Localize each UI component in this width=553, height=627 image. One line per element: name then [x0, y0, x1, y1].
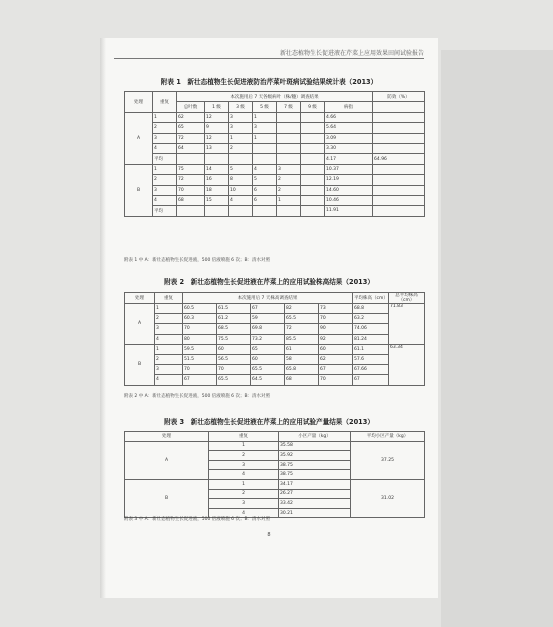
table2-cell: 82 [285, 304, 319, 314]
table2-cell: 68.8 [353, 304, 389, 314]
table3-cell: 2 [209, 451, 279, 461]
table3-avg-cell: 31.02 [351, 479, 425, 517]
table1-cell: 3 [277, 164, 301, 174]
table1-cell [229, 154, 253, 164]
table1-cell: 2 [277, 175, 301, 185]
table2-cell: 80 [183, 334, 217, 344]
table1-cell [301, 206, 325, 216]
table3-avg-cell: 37.25 [351, 441, 425, 479]
table1-cell: 4 [229, 195, 253, 205]
table1-cell: 3.09 [325, 133, 373, 143]
table1-cell: 64.96 [373, 154, 425, 164]
table1-cell [177, 206, 205, 216]
table2-cell: 61.5 [217, 304, 251, 314]
table2-cell: 69.8 [251, 324, 285, 334]
table1-cell [301, 195, 325, 205]
table2-cell: 85.5 [285, 334, 319, 344]
table1-cell [277, 154, 301, 164]
table1-cell: 5 [253, 175, 277, 185]
table2-cell: 61 [285, 344, 319, 354]
table2-cell: 3 [155, 324, 183, 334]
page-fold-shadow [100, 38, 106, 598]
table1-cell: 2 [153, 175, 177, 185]
table1 [124, 91, 425, 217]
running-header: 新壮态植物生长促进液在芹菜上应用效果田间试验报告 [279, 50, 424, 57]
table2-total-cell: 71.83 [389, 304, 425, 345]
table1-cell: 9 [205, 123, 229, 133]
table1-cell [301, 133, 325, 143]
table1-cell [301, 143, 325, 153]
table1-subheader: 9 级 [301, 102, 325, 112]
table2-cell: 73 [319, 304, 353, 314]
page-number: 8 [267, 532, 271, 538]
table1-cell: 12 [205, 133, 229, 143]
table-row [125, 195, 425, 205]
table1-cell: 5 [229, 164, 253, 174]
table-row [125, 154, 425, 164]
table1-cell: 2 [229, 143, 253, 153]
table1-cell: 15 [205, 195, 229, 205]
table1-note: 附表 1 中 A：新壮态植物生长促进液，500 倍液喷施 6 次；B：清水对照 [124, 258, 271, 263]
table2-cell: 60.3 [183, 314, 217, 324]
table1-cell [277, 123, 301, 133]
table3-cell: 4 [209, 470, 279, 480]
table1-cell [373, 112, 425, 122]
table2-cell: 61.2 [217, 314, 251, 324]
table2-cell: 60 [319, 344, 353, 354]
table1-cell: 10.46 [325, 195, 373, 205]
table1-cell: 4.17 [325, 154, 373, 164]
table1-cell [205, 154, 229, 164]
table1-cell: 4 [153, 195, 177, 205]
table1-cell [301, 185, 325, 195]
document-page [100, 38, 438, 598]
table2-cell: 1 [155, 344, 183, 354]
table2-cell: 70 [217, 365, 251, 375]
table2-cell: 75.5 [217, 334, 251, 344]
table2-header-rep: 重复 [155, 293, 183, 304]
table1-cell [277, 133, 301, 143]
table-row [125, 479, 425, 489]
table1-cell: 62 [177, 112, 205, 122]
table-row [125, 365, 425, 375]
table1-cell: 3 [153, 133, 177, 143]
table2-total-cell: 63.34 [389, 344, 425, 385]
table1-cell [373, 185, 425, 195]
table2-header-treatment: 处理 [125, 293, 155, 304]
table1-cell [373, 164, 425, 174]
table-row [125, 334, 425, 344]
table1-cell: 平均 [153, 206, 177, 216]
table1-cell [277, 206, 301, 216]
table2-cell: 70 [319, 314, 353, 324]
table2-cell: 62 [319, 354, 353, 364]
table2-cell: 67 [251, 304, 285, 314]
table3-header-avg: 平均小区产量（kg） [351, 432, 425, 442]
table1-cell: 2 [153, 123, 177, 133]
table1-cell [301, 154, 325, 164]
table2-header-span: 本次施用后 7 天株高调查结果 [183, 293, 353, 304]
table-row [125, 123, 425, 133]
table2-cell: 70 [319, 375, 353, 385]
table2-cell: 92 [319, 334, 353, 344]
table2-cell: 65.8 [285, 365, 319, 375]
table2-cell: 65.5 [217, 375, 251, 385]
table3-note: 附表 3 中 A：新壮态植物生长促进液，500 倍液喷施 6 次；B：清水对照 [124, 517, 271, 522]
table1-cell: 72 [177, 133, 205, 143]
table1-cell: 65 [177, 123, 205, 133]
table1-cell: 6 [253, 195, 277, 205]
table3-header-treatment: 处理 [125, 432, 209, 442]
table1-cell: 64 [177, 143, 205, 153]
table1-cell [229, 206, 253, 216]
table2-cell: 56.5 [217, 354, 251, 364]
table2-cell: 2 [155, 354, 183, 364]
table1-cell: 13 [205, 143, 229, 153]
table1-cell [301, 112, 325, 122]
table1-cell: 1 [277, 195, 301, 205]
table1-cell: 18 [205, 185, 229, 195]
table1-cell [301, 175, 325, 185]
table2-header-avg: 平均株高（cm） [353, 293, 389, 304]
table2 [124, 292, 425, 386]
table3-cell: 3 [209, 499, 279, 509]
table2-cell: 60.5 [183, 304, 217, 314]
table2-group-label: A [125, 304, 155, 345]
table2-cell: 51.5 [183, 354, 217, 364]
table1-subheader: 病指 [325, 102, 373, 112]
table2-cell: 4 [155, 334, 183, 344]
table2-cell: 60 [217, 344, 251, 354]
table1-cell: 3.30 [325, 143, 373, 153]
table1-cell: 4 [153, 143, 177, 153]
table1-header-span: 本次施用后 7 天各级病叶（株/穗）调查结果 [177, 92, 373, 102]
table1-cell: 3 [153, 185, 177, 195]
table-row [125, 375, 425, 385]
table1-cell [253, 154, 277, 164]
table1-cell [373, 175, 425, 185]
table2-cell: 1 [155, 304, 183, 314]
table3-title: 附表 3 新壮态植物生长促进液在芹菜上的应用试验产量结果（2013） [164, 418, 374, 426]
table3-cell: 38.75 [279, 460, 351, 470]
table-row [125, 185, 425, 195]
table-row [125, 304, 425, 314]
table2-cell: 81.24 [353, 334, 389, 344]
table2-cell: 67 [353, 375, 389, 385]
table2-note: 附表 2 中 A：新壮态植物生长促进液，500 倍液喷施 6 次；B：清水对照 [124, 394, 271, 399]
table1-cell [277, 112, 301, 122]
table1-cell: 8 [229, 175, 253, 185]
table1-cell [301, 164, 325, 174]
table-row [125, 133, 425, 143]
table2-cell: 67 [183, 375, 217, 385]
table2-cell: 70 [183, 365, 217, 375]
table-row [125, 441, 425, 451]
table1-cell [373, 133, 425, 143]
table-row [125, 112, 425, 122]
table2-cell: 59 [251, 314, 285, 324]
table3-cell: 1 [209, 441, 279, 451]
table2-cell: 70 [183, 324, 217, 334]
table1-title: 附表 1 新壮态植物生长促进液防治芹菜叶斑病试验结果统计表（2013） [160, 78, 378, 86]
table3-header-yield: 小区产量（kg） [279, 432, 351, 442]
table2-cell: 68.5 [217, 324, 251, 334]
table3-cell: 35.58 [279, 441, 351, 451]
table1-cell [373, 143, 425, 153]
table1-cell [177, 154, 205, 164]
table1-cell: 70 [177, 185, 205, 195]
table3-cell: 26.27 [279, 489, 351, 499]
table1-subheader: 总叶数 [177, 102, 205, 112]
table2-cell: 59.5 [183, 344, 217, 354]
table1-cell: 1 [229, 133, 253, 143]
table2-group-label: B [125, 344, 155, 385]
table2-cell: 73.2 [251, 334, 285, 344]
table2-cell: 67 [319, 365, 353, 375]
table1-cell [373, 195, 425, 205]
table1-cell: 10.37 [325, 164, 373, 174]
table-row [125, 354, 425, 364]
table2-cell: 63.2 [353, 314, 389, 324]
table-row [125, 324, 425, 334]
table1-cell: 5.64 [325, 123, 373, 133]
table2-header-total: 总平均株高（cm） [389, 293, 425, 304]
table2-cell: 65 [251, 344, 285, 354]
table1-cell [373, 123, 425, 133]
table3-group-label: B [125, 479, 209, 517]
table1-cell: 75 [177, 164, 205, 174]
table1-cell: 14 [205, 164, 229, 174]
table1-cell: 4.66 [325, 112, 373, 122]
table3-group-label: A [125, 441, 209, 479]
table2-cell: 2 [155, 314, 183, 324]
table3-cell: 2 [209, 489, 279, 499]
header-rule [114, 58, 424, 59]
table3-cell: 33.42 [279, 499, 351, 509]
table2-cell: 65.5 [251, 365, 285, 375]
table1-cell: 68 [177, 195, 205, 205]
table1-cell: 4 [253, 164, 277, 174]
table2-cell: 90 [319, 324, 353, 334]
table1-subheader: 1 级 [205, 102, 229, 112]
table2-cell: 68 [285, 375, 319, 385]
table3-cell: 38.75 [279, 470, 351, 480]
table3-cell: 1 [209, 479, 279, 489]
table2-cell: 65.5 [285, 314, 319, 324]
table1-group-label: A [125, 112, 153, 164]
table2-cell: 61.1 [353, 344, 389, 354]
table-row [125, 206, 425, 216]
table1-cell [373, 206, 425, 216]
background-shadow [441, 50, 553, 627]
table1-group-label: B [125, 164, 153, 216]
table1-cell: 平均 [153, 154, 177, 164]
table1-header-rep: 重复 [153, 92, 177, 113]
table2-cell: 74.06 [353, 324, 389, 334]
table1-cell: 12.19 [325, 175, 373, 185]
table1-cell [277, 143, 301, 153]
table1-header-treatment: 处理 [125, 92, 153, 113]
table3-header-rep: 重复 [209, 432, 279, 442]
table1-cell: 3 [253, 123, 277, 133]
table2-title: 附表 2 新壮态植物生长促进液在芹菜上的应用试验株高结果（2013） [164, 278, 374, 286]
table-row [125, 175, 425, 185]
table1-cell [253, 206, 277, 216]
table1-cell [205, 206, 229, 216]
table3-cell: 4 [209, 508, 279, 518]
table1-subheader: 3 级 [229, 102, 253, 112]
table1-subheader: 7 级 [277, 102, 301, 112]
table2-cell: 58 [285, 354, 319, 364]
table3-cell: 35.92 [279, 451, 351, 461]
table1-cell: 2 [277, 185, 301, 195]
table1-cell: 12 [205, 112, 229, 122]
table1-cell: 14.60 [325, 185, 373, 195]
table2-cell: 3 [155, 365, 183, 375]
table2-cell: 57.6 [353, 354, 389, 364]
table3-cell: 30.21 [279, 508, 351, 518]
table1-cell: 1 [253, 112, 277, 122]
table1-cell: 11.91 [325, 206, 373, 216]
table3-cell: 3 [209, 460, 279, 470]
table1-cell: 3 [229, 112, 253, 122]
table2-cell: 60 [251, 354, 285, 364]
table1-cell [373, 102, 425, 112]
table1-cell: 1 [153, 164, 177, 174]
table2-cell: 4 [155, 375, 183, 385]
table1-cell [253, 143, 277, 153]
table-row [125, 143, 425, 153]
table1-cell: 72 [177, 175, 205, 185]
table1-cell: 10 [229, 185, 253, 195]
table2-cell: 67.66 [353, 365, 389, 375]
table1-cell: 1 [153, 112, 177, 122]
table1-cell: 1 [253, 133, 277, 143]
table2-cell: 64.5 [251, 375, 285, 385]
table1-cell: 6 [253, 185, 277, 195]
table3-cell: 34.17 [279, 479, 351, 489]
table1-cell: 16 [205, 175, 229, 185]
table1-subheader: 5 级 [253, 102, 277, 112]
table3 [124, 431, 425, 518]
table1-cell: 3 [229, 123, 253, 133]
table1-header-effect: 防效（%） [373, 92, 425, 102]
table2-cell: 72 [285, 324, 319, 334]
table-row [125, 344, 425, 354]
table-row [125, 164, 425, 174]
table1-cell [301, 123, 325, 133]
table-row [125, 314, 425, 324]
